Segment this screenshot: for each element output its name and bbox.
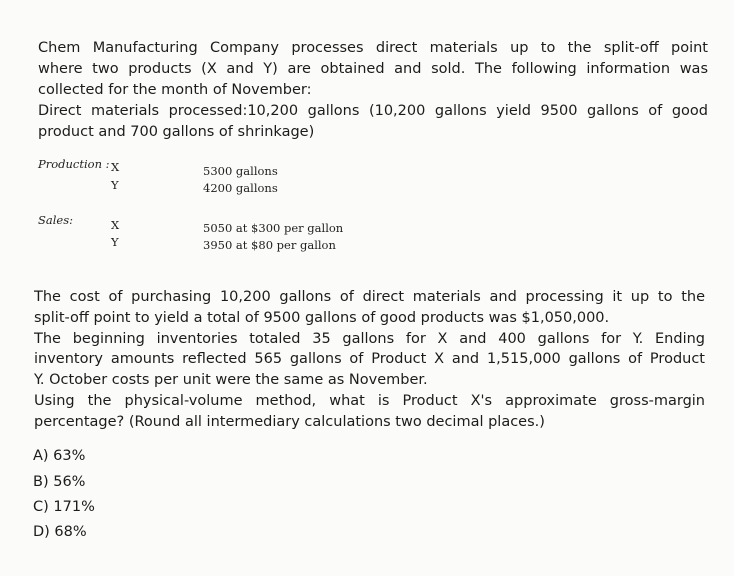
body-line: The cost of purchasing 10,200 gallons of direct materials and processing it up to the <box>34 289 705 305</box>
production-value-x: 5300 gallons <box>203 164 278 178</box>
body-line: split-off point to yield a total of 9500 gallons of good products was $1,050,000. <box>34 309 610 326</box>
sales-value-x: 5050 at $300 per gallon <box>203 221 344 235</box>
answer-option-d[interactable]: D) 68% <box>33 524 87 540</box>
body-line: Y. October costs per unit were the same as November. <box>34 372 428 389</box>
sales-table <box>38 213 73 227</box>
intro-line: Chem Manufacturing Company processes direct materials up to the split-off point <box>38 40 708 56</box>
production-label: Production : <box>38 157 110 171</box>
intro-line: Direct materials processed:10,200 gallons (10,200 gallons yield 9500 gallons of good <box>38 103 708 120</box>
body-line: percentage? (Round all intermediary calculations two decimal places.) <box>34 413 545 430</box>
intro-line: where two products (X and Y) are obtained and sold. The following information was <box>38 60 708 77</box>
body-line: inventory amounts reflected 565 gallons of Product X and 1,515,000 gallons of Product <box>34 351 705 368</box>
answer-option-c[interactable]: C) 171% <box>33 499 95 515</box>
intro-paragraph <box>38 38 708 143</box>
sales-value-y: 3950 at $80 per gallon <box>203 238 336 252</box>
answer-option-b[interactable]: B) 56% <box>33 474 86 490</box>
answer-option-a[interactable]: A) 63% <box>33 448 86 464</box>
body-line: Using the physical-volume method, what is Product X's approximate gross-margin <box>34 392 705 409</box>
production-product-y: Y <box>111 178 119 192</box>
sales-label: Sales: <box>38 213 73 227</box>
question-body <box>34 287 705 433</box>
production-value-y: 4200 gallons <box>203 181 278 195</box>
production-table <box>38 157 110 171</box>
intro-line: collected for the month of November: <box>38 81 312 98</box>
production-product-x: X <box>111 160 120 174</box>
intro-line: product and 700 gallons of shrinkage) <box>38 124 315 141</box>
sales-product-y: Y <box>111 235 119 249</box>
body-line: The beginning inventories totaled 35 gallons for X and 400 gallons for Y. Ending <box>34 330 705 347</box>
sales-product-x: X <box>111 218 120 232</box>
